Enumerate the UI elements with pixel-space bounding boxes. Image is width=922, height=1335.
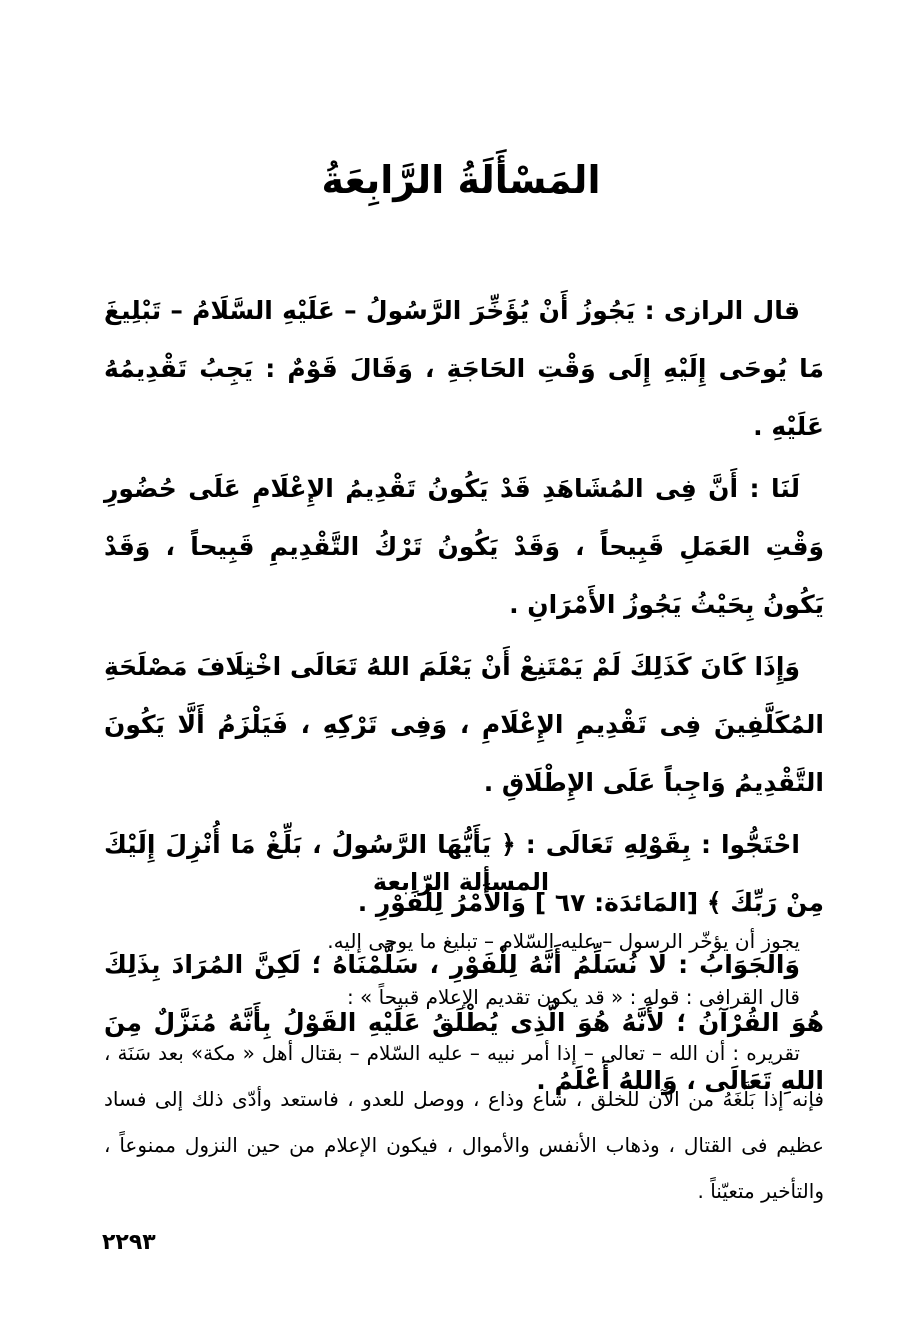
commentary-paragraph-issue: يجوز أن يؤخّر الرسول – عليه السّلام – تبليغ ما يوحى إليه.: [327, 929, 800, 953]
chapter-title: المَسْأَلَةُ الرَّابِعَةُ: [321, 158, 601, 202]
commentary-paragraph-qarafi: قال القرافى : قوله : « قد يكون تقديم الإعلام قبيحاً » :: [346, 985, 800, 1009]
paragraph-conclusion: وَإِذَا كَانَ كَذَلِكَ لَمْ يَمْتَنِعْ أَنْ يَعْلَمَ اللهُ تَعَالَى اخْتِلَافَ مَصْلَحَةِ المُكَلَّفِينَ فِى تَقْدِيمِ الإِعْلَامِ ، وَفِى تَرْكِهِ ، فَيَلْزَمُ أَلَّا يَكُونَ التَّقْدِيمُ وَاجِباً عَلَى الإِطْلَاقِ .: [104, 652, 824, 797]
commentary-block: [104, 918, 824, 1224]
page-number: ٢٢٩٣: [102, 1230, 156, 1255]
paragraph-response: وَالجَوَابُ : لا نُسَلِّمُ أَنَّهُ لِلْفَوْرِ ، سَلَّمْنَاهُ ؛ لَكِنَّ المُرَادَ بِذَلِكَ هُوَ القُرْآنُ ؛ لأَنَّهُ هُوَ الَّذِى يُطْلَقُ عَلَيْهِ القَوْلُ بِأَنَّهُ مُنَزَّلٌ مِنَ اللهِ تَعَالَى ، وَاللهُ أَعْلَمُ .: [104, 950, 824, 1095]
paragraph-opponents-argument: احْتَجُّوا : بِقَوْلِهِ تَعَالَى : ﴿ يَأَيُّهَا الرَّسُولُ ، بَلِّغْ مَا أُنْزِلَ إِلَيْكَ مِنْ رَبِّكَ ﴾ [المَائدَة: ٦٧ ] وَالأَمْرُ لِلْفَوْرِ .: [104, 830, 824, 917]
commentary-paragraph-explanation: تقريره : أن الله – تعالى – إذا أمر نبيه – عليه السّلام – بقتال أهل « مكة» بعد سَنَة ، فإنه إذا بَلَّغَهُ من الآن للخلق ، شاع وذاع ، ووصل للعدو ، فاستعد وأدّى ذلك إلى فساد عظيم فى القتال ، وذهاب الأنفس والأموال ، فيكون الإعلام من حين النزول ممنوعاً ، والتأخير متعيّناً .: [104, 1041, 824, 1203]
paragraph-razi-statement: قال الرازى : يَجُوزُ أَنْ يُؤَخِّرَ الرَّسُولُ – عَلَيْهِ السَّلَامُ – تَبْلِيغَ مَا يُوحَى إِلَيْهِ إِلَى وَقْتِ الحَاجَةِ ، وَقَالَ قَوْمٌ : يَجِبُ تَقْدِيمُهُ عَلَيْهِ .: [104, 296, 824, 441]
paragraph-evidence: لَنَا : أَنَّ فِى المُشَاهَدِ قَدْ يَكُونُ تَقْدِيمُ الإِعْلَامِ عَلَى حُضُورِ وَقْتِ العَمَلِ قَبِيحاً ، وَقَدْ يَكُونُ تَرْكُ التَّقْدِيمِ قَبِيحاً ، وَقَدْ يَكُونُ بِحَيْثُ يَجُوزُ الأَمْرَانِ .: [104, 474, 824, 619]
commentary-section-title: المسألة الرّابعة: [372, 868, 550, 896]
